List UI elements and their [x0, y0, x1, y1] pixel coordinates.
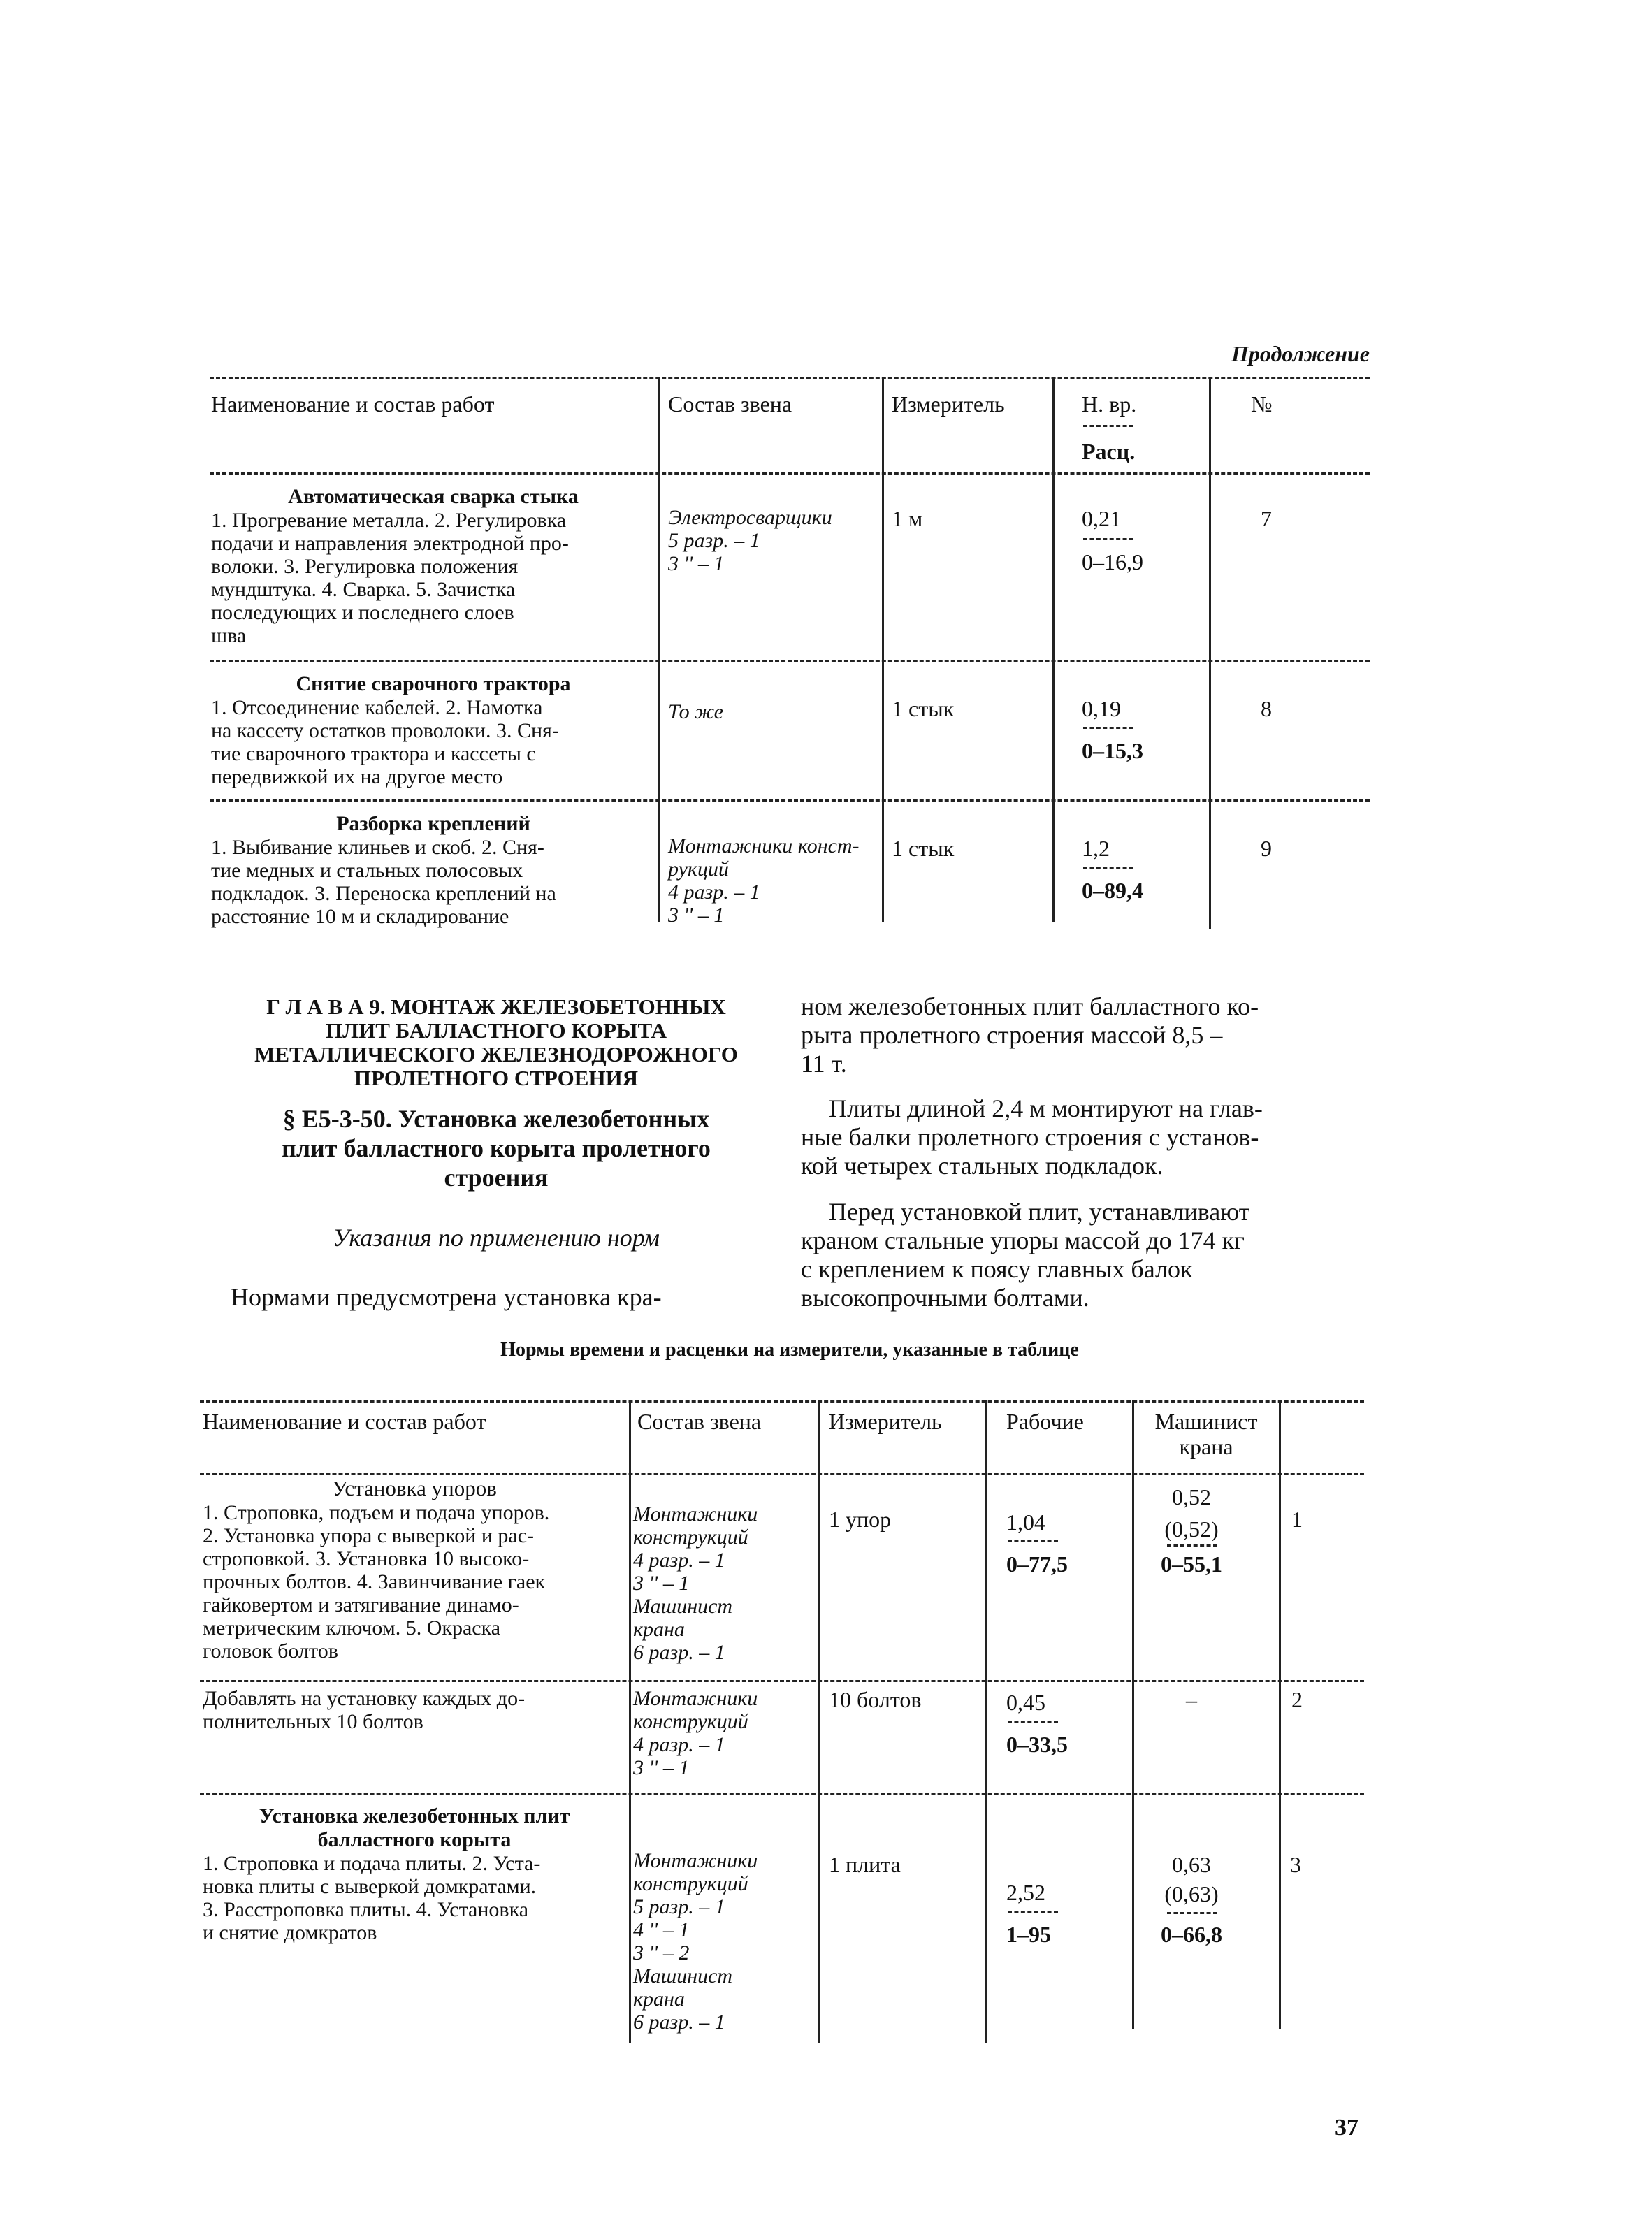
row-text-line: шва [211, 624, 247, 647]
row-text-line: подкладок. 3. Переноска креплений на [211, 882, 556, 905]
instructions-heading: Указания по применению норм [333, 1224, 660, 1252]
operator-norm: 0,52 [1172, 1484, 1211, 1509]
chapter-heading-line: МЕТАЛЛИЧЕСКОГО ЖЕЛЕЗНОДОРОЖНОГО [254, 1042, 738, 1066]
crew-line: 5 разр. – 1 [668, 529, 760, 552]
worker-rate: 1–95 [1006, 1922, 1051, 1947]
table-caption: Нормы времени и расценки на измерители, указанные в таблице [500, 1339, 1079, 1361]
row-number: 1 [1291, 1507, 1303, 1532]
crew-line: 4 разр. – 1 [633, 1733, 725, 1756]
section-title-line: § Е5-3-50. Установка железобетонных [282, 1105, 710, 1133]
unit-cell: 1 м [892, 506, 923, 531]
unit-cell: 1 упор [829, 1507, 892, 1532]
worker-norm: 0,45 [1006, 1690, 1045, 1715]
crew-line: конструкций [633, 1526, 748, 1549]
operator-rate: 0–66,8 [1161, 1922, 1222, 1947]
rate-value: 0–16,9 [1082, 549, 1143, 574]
rate-value: 0–15,3 [1082, 738, 1143, 763]
table-row [203, 1476, 626, 1663]
paragraph-line: ные балки пролетного строения с установ- [801, 1123, 1259, 1151]
row-text-line: 1. Прогревание металла. 2. Регулировка [211, 509, 567, 532]
row-text-line: 1. Строповка и подача плиты. 2. Уста- [203, 1852, 541, 1875]
table-row [203, 1687, 626, 1733]
crew-line: 3 '' – 1 [633, 1572, 690, 1595]
crew-line: То же [668, 700, 723, 723]
paragraph-3 [801, 1198, 1370, 1312]
unit-cell: 1 стык [892, 696, 955, 721]
crew-line: Монтажники [633, 1503, 758, 1526]
paragraph-line: кой четырех стальных подкладок. [801, 1152, 1164, 1180]
row-text-line: 2. Установка упора с выверкой и рас- [203, 1524, 534, 1547]
crew-cell [668, 506, 832, 575]
row-text-line: строповкой. 3. Установка 10 высоко- [203, 1547, 530, 1570]
crew-line: 6 разр. – 1 [633, 1641, 725, 1664]
header-unit: Измеритель [829, 1409, 942, 1434]
crew-cell [633, 1687, 758, 1779]
paragraph-line: высокопрочными болтами. [801, 1284, 1089, 1312]
row-text-line: расстояние 10 м и складирование [211, 905, 509, 928]
crew-line: 3 '' – 2 [633, 1941, 690, 1964]
crew-line: Машинист [633, 1964, 733, 1988]
row-title: Разборка креплений [336, 812, 530, 835]
row-text-line: Добавлять на установку каждых до- [203, 1687, 526, 1710]
table-row [211, 672, 655, 788]
chapter-heading [210, 995, 783, 1090]
paragraph-2 [801, 1094, 1370, 1180]
worker-norm: 2,52 [1006, 1880, 1045, 1905]
operator-dash: – [1186, 1687, 1197, 1712]
crew-cell [668, 834, 860, 927]
crew-line: Монтажники [633, 1849, 758, 1872]
intro-paragraph-start: Нормами предусмотрена установка кра- [231, 1283, 662, 1311]
paragraph-line: с креплением к поясу главных балок [801, 1255, 1193, 1283]
table-row [211, 485, 655, 647]
crew-line: 4 разр. – 1 [633, 1549, 725, 1572]
section-title [210, 1104, 783, 1192]
chapter-heading-line: Г Л А В А 9. МОНТАЖ ЖЕЛЕЗОБЕТОННЫХ [266, 994, 726, 1019]
header-norm: Н. вр. [1082, 391, 1137, 417]
paragraph-1 [801, 992, 1370, 1078]
paragraph-line: краном стальные упоры массой до 174 кг [801, 1226, 1245, 1254]
row-title: Установка упоров [332, 1476, 497, 1500]
crew-cell [668, 700, 723, 723]
crew-line: Машинист [633, 1595, 733, 1618]
continuation-label: Продолжение [1231, 341, 1370, 366]
crew-line: крана [633, 1988, 685, 2011]
row-title: балластного корыта [317, 1828, 512, 1851]
crew-line: 3 '' – 1 [633, 1756, 690, 1779]
operator-rate: 0–55,1 [1161, 1551, 1222, 1577]
row-number: 9 [1261, 836, 1272, 861]
worker-rate: 0–33,5 [1006, 1732, 1068, 1757]
header-rate: Расц. [1082, 439, 1136, 464]
row-text-line: 1. Выбивание клиньев и скоб. 2. Сня- [211, 836, 544, 859]
crew-line: рукций [668, 857, 729, 881]
row-text-line: метрическим ключом. 5. Окраска [203, 1616, 501, 1639]
worker-rate: 0–77,5 [1006, 1551, 1068, 1577]
crew-line: 4 разр. – 1 [668, 881, 760, 904]
row-text-line: тие медных и стальных полосовых [211, 859, 523, 882]
row-title: Автоматическая сварка стыка [288, 485, 579, 508]
row-title: Установка железобетонных плит [259, 1804, 570, 1827]
row-text-line: 3. Расстроповка плиты. 4. Установка [203, 1898, 529, 1921]
row-text-line: головок болтов [203, 1639, 338, 1663]
crew-line: 6 разр. – 1 [633, 2011, 725, 2034]
unit-cell: 1 плита [829, 1852, 901, 1877]
paragraph-line: ном железобетонных плит балластного ко- [801, 992, 1259, 1020]
crew-line: Монтажники [633, 1687, 758, 1710]
row-text-line: мундштука. 4. Сварка. 5. Зачистка [211, 578, 516, 601]
chapter-heading-line: ПЛИТ БАЛЛАСТНОГО КОРЫТА [325, 1018, 667, 1043]
operator-norm-alt: (0,52) [1164, 1516, 1219, 1542]
rate-value: 0–89,4 [1082, 878, 1143, 903]
crew-line: 3 '' – 1 [668, 552, 725, 575]
unit-cell: 1 стык [892, 836, 955, 861]
crew-line: конструкций [633, 1872, 748, 1895]
table-row [211, 812, 655, 928]
header-name: Наименование и состав работ [203, 1409, 486, 1434]
row-number: 3 [1290, 1852, 1301, 1877]
operator-norm: 0,63 [1172, 1852, 1211, 1877]
crew-line: 5 разр. – 1 [633, 1895, 725, 1918]
crew-line: конструкций [633, 1710, 748, 1733]
section-title-line: плит балластного корыта пролетного [282, 1134, 711, 1162]
row-number: 2 [1291, 1687, 1303, 1712]
norm-value: 1,2 [1082, 836, 1110, 861]
row-text-line: подачи и направления электродной про- [211, 532, 569, 555]
header-crane-operator: Машинист крана [1154, 1409, 1258, 1459]
crew-line: 3 '' – 1 [668, 904, 725, 927]
paragraph-line: 11 т. [801, 1050, 847, 1078]
paragraph-line: Перед установкой плит, устанавливают [829, 1198, 1250, 1226]
worker-norm: 1,04 [1006, 1509, 1045, 1535]
header-number: № [1251, 391, 1273, 417]
crew-line: 4 '' – 1 [633, 1918, 690, 1941]
chapter-heading-line: ПРОЛЕТНОГО СТРОЕНИЯ [354, 1066, 639, 1090]
section-title-line: строения [444, 1164, 549, 1192]
header-unit: Измеритель [892, 391, 1005, 417]
row-number: 7 [1261, 506, 1272, 531]
crew-line: Электросварщики [668, 506, 832, 529]
row-text-line: прочных болтов. 4. Завинчивание гаек [203, 1570, 546, 1593]
row-text-line: передвижкой их на другое место [211, 765, 503, 788]
row-text-line: новка плиты с выверкой домкратами. [203, 1875, 537, 1898]
paragraph-line: рыта пролетного строения массой 8,5 – [801, 1021, 1223, 1049]
row-text-line: гайковертом и затягивание динамо- [203, 1593, 519, 1616]
row-text-line: на кассету остатков проволоки. 3. Сня- [211, 719, 559, 742]
row-text-line: полнительных 10 болтов [203, 1710, 423, 1733]
unit-cell: 10 болтов [829, 1687, 922, 1712]
header-crew: Состав звена [637, 1409, 762, 1434]
norm-value: 0,21 [1082, 506, 1121, 531]
operator-norm-alt: (0,63) [1164, 1881, 1219, 1906]
row-text-line: и снятие домкратов [203, 1921, 377, 1944]
crew-line: крана [633, 1618, 685, 1641]
crew-cell [633, 1849, 758, 2034]
row-text-line: 1. Отсоединение кабелей. 2. Намотка [211, 696, 543, 719]
table-row [203, 1804, 626, 1944]
header-workers: Рабочие [1006, 1409, 1084, 1434]
row-text-line: волоки. 3. Регулировка положения [211, 555, 519, 578]
row-text-line: тие сварочного трактора и кассеты с [211, 742, 536, 765]
page-number: 37 [1335, 2115, 1358, 2141]
paragraph-line: Плиты длиной 2,4 м монтируют на глав- [829, 1094, 1263, 1122]
row-text-line: 1. Строповка, подъем и подача упоров. [203, 1501, 550, 1524]
header-crew: Состав звена [668, 391, 792, 417]
crew-cell [633, 1503, 758, 1664]
crew-line: Монтажники конст- [668, 834, 860, 857]
header-name: Наименование и состав работ [211, 391, 495, 417]
row-text-line: последующих и последнего слоев [211, 601, 514, 624]
row-number: 8 [1261, 696, 1272, 721]
row-title: Снятие сварочного трактора [296, 672, 571, 695]
norm-value: 0,19 [1082, 696, 1121, 721]
